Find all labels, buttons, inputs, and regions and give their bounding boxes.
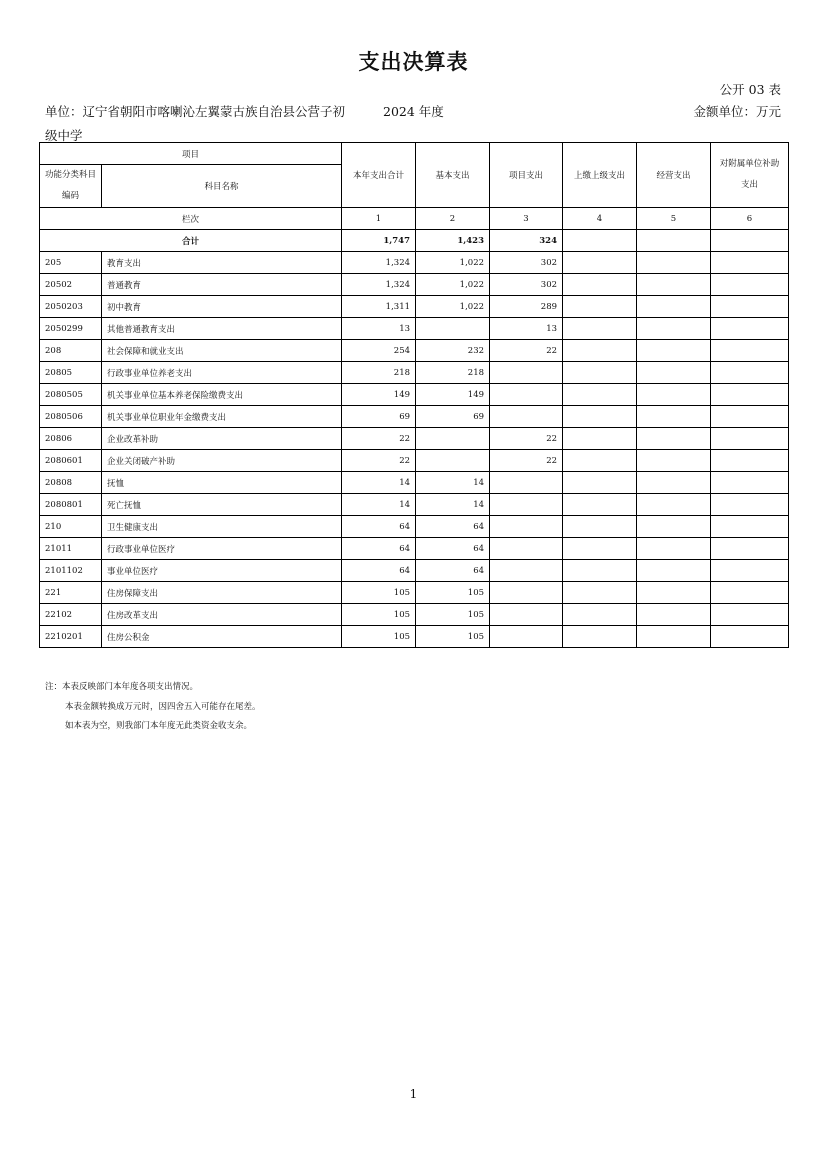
row-value <box>711 318 789 340</box>
row-value <box>711 274 789 296</box>
row-code: 210 <box>40 516 102 538</box>
row-value <box>563 494 637 516</box>
row-value <box>711 472 789 494</box>
row-value <box>711 626 789 648</box>
row-value: 232 <box>416 340 490 362</box>
row-value: 69 <box>416 406 490 428</box>
row-value <box>711 406 789 428</box>
row-value <box>490 472 563 494</box>
row-value: 64 <box>416 516 490 538</box>
column-header: 上缴上级支出 <box>563 143 637 208</box>
row-value <box>711 296 789 318</box>
row-name: 卫生健康支出 <box>102 516 342 538</box>
row-value <box>490 604 563 626</box>
row-value: 1,324 <box>342 274 416 296</box>
table-row <box>40 428 789 450</box>
row-name: 行政事业单位医疗 <box>102 538 342 560</box>
column-number: 6 <box>711 208 789 230</box>
total-cell: 324 <box>490 230 563 252</box>
money-unit-label: 金额单位：万元 <box>693 104 781 119</box>
row-name: 机关事业单位基本养老保险缴费支出 <box>102 384 342 406</box>
row-value <box>563 472 637 494</box>
row-value <box>711 538 789 560</box>
note-line: 如本表为空，则我部门本年度无此类资金收支余。 <box>65 721 253 731</box>
row-value: 218 <box>342 362 416 384</box>
row-value: 22 <box>490 428 563 450</box>
table-row <box>40 274 789 296</box>
row-code: 2080801 <box>40 494 102 516</box>
row-value <box>637 472 711 494</box>
row-value: 22 <box>342 428 416 450</box>
row-name: 初中教育 <box>102 296 342 318</box>
row-value <box>711 516 789 538</box>
row-value <box>711 384 789 406</box>
row-value <box>563 406 637 428</box>
row-value <box>637 494 711 516</box>
row-value <box>563 450 637 472</box>
row-value: 1,311 <box>342 296 416 318</box>
row-value: 105 <box>342 582 416 604</box>
row-name: 行政事业单位养老支出 <box>102 362 342 384</box>
row-value <box>711 604 789 626</box>
total-label: 合计 <box>40 230 342 252</box>
row-value <box>637 296 711 318</box>
total-cell <box>637 230 711 252</box>
row-value <box>490 538 563 560</box>
row-code: 20808 <box>40 472 102 494</box>
page-number: 1 <box>409 1087 418 1101</box>
header-name: 科目名称 <box>102 165 342 208</box>
row-value <box>637 384 711 406</box>
row-value <box>490 516 563 538</box>
row-name: 住房改革支出 <box>102 604 342 626</box>
row-value: 105 <box>342 626 416 648</box>
row-value <box>490 582 563 604</box>
row-name: 住房保障支出 <box>102 582 342 604</box>
table-row <box>40 450 789 472</box>
row-name: 企业关闭破产补助 <box>102 450 342 472</box>
row-value <box>563 252 637 274</box>
row-value <box>563 296 637 318</box>
total-cell: 1,747 <box>342 230 416 252</box>
row-name: 教育支出 <box>102 252 342 274</box>
row-value <box>637 626 711 648</box>
row-code: 20805 <box>40 362 102 384</box>
row-value: 64 <box>342 516 416 538</box>
row-name: 企业改革补助 <box>102 428 342 450</box>
row-value <box>563 560 637 582</box>
row-name: 机关事业单位职业年金缴费支出 <box>102 406 342 428</box>
header-code: 功能分类科目编码 <box>40 165 102 208</box>
column-header: 基本支出 <box>416 143 490 208</box>
row-value: 64 <box>342 560 416 582</box>
row-code: 2210201 <box>40 626 102 648</box>
row-value: 289 <box>490 296 563 318</box>
row-value: 14 <box>342 494 416 516</box>
column-number: 4 <box>563 208 637 230</box>
row-value <box>563 318 637 340</box>
row-value <box>563 626 637 648</box>
row-value: 14 <box>416 494 490 516</box>
row-value <box>490 406 563 428</box>
table-row <box>40 604 789 626</box>
row-value <box>563 362 637 384</box>
row-value <box>637 406 711 428</box>
row-code: 205 <box>40 252 102 274</box>
row-code: 2050203 <box>40 296 102 318</box>
row-name: 住房公积金 <box>102 626 342 648</box>
table-row <box>40 560 789 582</box>
row-value <box>711 560 789 582</box>
row-value <box>711 428 789 450</box>
table-row <box>40 252 789 274</box>
row-code: 22102 <box>40 604 102 626</box>
row-value <box>711 450 789 472</box>
row-value: 105 <box>342 604 416 626</box>
row-value <box>637 362 711 384</box>
row-value: 254 <box>342 340 416 362</box>
total-cell <box>563 230 637 252</box>
row-value <box>711 252 789 274</box>
row-value <box>416 450 490 472</box>
row-code: 2080506 <box>40 406 102 428</box>
row-value <box>711 340 789 362</box>
table-row <box>40 538 789 560</box>
row-value <box>563 604 637 626</box>
row-code: 20502 <box>40 274 102 296</box>
note-line: 注：本表反映部门本年度各项支出情况。 <box>45 682 199 692</box>
row-value <box>563 274 637 296</box>
row-value <box>416 428 490 450</box>
column-number: 2 <box>416 208 490 230</box>
row-value: 218 <box>416 362 490 384</box>
row-value <box>637 450 711 472</box>
row-value <box>711 494 789 516</box>
table-row <box>40 494 789 516</box>
row-value: 64 <box>416 538 490 560</box>
row-value <box>637 516 711 538</box>
row-value: 64 <box>342 538 416 560</box>
total-cell <box>711 230 789 252</box>
table-row <box>40 296 789 318</box>
row-name: 社会保障和就业支出 <box>102 340 342 362</box>
row-value: 105 <box>416 582 490 604</box>
row-value <box>563 582 637 604</box>
row-value <box>416 318 490 340</box>
row-code: 20806 <box>40 428 102 450</box>
header-item: 项目 <box>40 143 342 165</box>
row-value: 302 <box>490 274 563 296</box>
column-header: 项目支出 <box>490 143 563 208</box>
row-name: 其他普通教育支出 <box>102 318 342 340</box>
row-value: 1,324 <box>342 252 416 274</box>
row-value: 1,022 <box>416 296 490 318</box>
table-row <box>40 318 789 340</box>
row-value <box>490 384 563 406</box>
row-name: 死亡抚恤 <box>102 494 342 516</box>
column-header: 本年支出合计 <box>342 143 416 208</box>
row-value: 22 <box>490 450 563 472</box>
row-value <box>563 428 637 450</box>
column-number: 3 <box>490 208 563 230</box>
table-row <box>40 362 789 384</box>
row-value <box>637 560 711 582</box>
row-value <box>637 582 711 604</box>
row-value <box>711 362 789 384</box>
row-value: 69 <box>342 406 416 428</box>
column-header: 经营支出 <box>637 143 711 208</box>
row-value: 13 <box>490 318 563 340</box>
row-name: 事业单位医疗 <box>102 560 342 582</box>
column-number: 1 <box>342 208 416 230</box>
row-name: 普通教育 <box>102 274 342 296</box>
page-title: 支出决算表 <box>358 50 469 74</box>
row-value: 302 <box>490 252 563 274</box>
row-code: 208 <box>40 340 102 362</box>
row-value <box>637 318 711 340</box>
year-label: 2024 年度 <box>383 104 444 119</box>
row-value <box>711 582 789 604</box>
row-value: 105 <box>416 626 490 648</box>
row-code: 2101102 <box>40 560 102 582</box>
row-value <box>637 604 711 626</box>
table-row <box>40 582 789 604</box>
row-name: 抚恤 <box>102 472 342 494</box>
row-value <box>637 274 711 296</box>
row-value: 149 <box>416 384 490 406</box>
row-code: 21011 <box>40 538 102 560</box>
note-line: 本表金额转换成万元时，因四舍五入可能存在尾差。 <box>65 701 261 712</box>
table-row <box>40 384 789 406</box>
row-value: 22 <box>342 450 416 472</box>
row-value: 13 <box>342 318 416 340</box>
notes <box>45 678 261 737</box>
row-value <box>637 252 711 274</box>
row-code: 2080505 <box>40 384 102 406</box>
row-value: 1,022 <box>416 252 490 274</box>
row-value <box>563 538 637 560</box>
total-cell: 1,423 <box>416 230 490 252</box>
row-value: 64 <box>416 560 490 582</box>
row-value <box>637 538 711 560</box>
row-value: 149 <box>342 384 416 406</box>
row-value <box>563 516 637 538</box>
row-seq-label: 栏次 <box>40 208 342 230</box>
row-code: 2050299 <box>40 318 102 340</box>
row-value <box>490 362 563 384</box>
table-row <box>40 516 789 538</box>
row-value: 22 <box>490 340 563 362</box>
row-value <box>490 560 563 582</box>
expenditure-table <box>39 142 789 648</box>
column-number: 5 <box>637 208 711 230</box>
row-value: 105 <box>416 604 490 626</box>
table-row <box>40 472 789 494</box>
table-row <box>40 340 789 362</box>
row-value: 1,022 <box>416 274 490 296</box>
row-value: 14 <box>416 472 490 494</box>
row-value <box>637 428 711 450</box>
row-code: 221 <box>40 582 102 604</box>
column-header: 对附属单位补助支出 <box>711 143 789 208</box>
row-value: 14 <box>342 472 416 494</box>
row-value <box>490 494 563 516</box>
table-row <box>40 406 789 428</box>
row-value <box>490 626 563 648</box>
row-value <box>563 384 637 406</box>
table-row <box>40 626 789 648</box>
row-code: 2080601 <box>40 450 102 472</box>
form-number: 公开 03 表 <box>719 82 781 97</box>
unit-label: 单位：辽宁省朝阳市喀喇沁左翼蒙古族自治县公营子初级中学 <box>45 104 346 143</box>
row-value <box>637 340 711 362</box>
row-value <box>563 340 637 362</box>
